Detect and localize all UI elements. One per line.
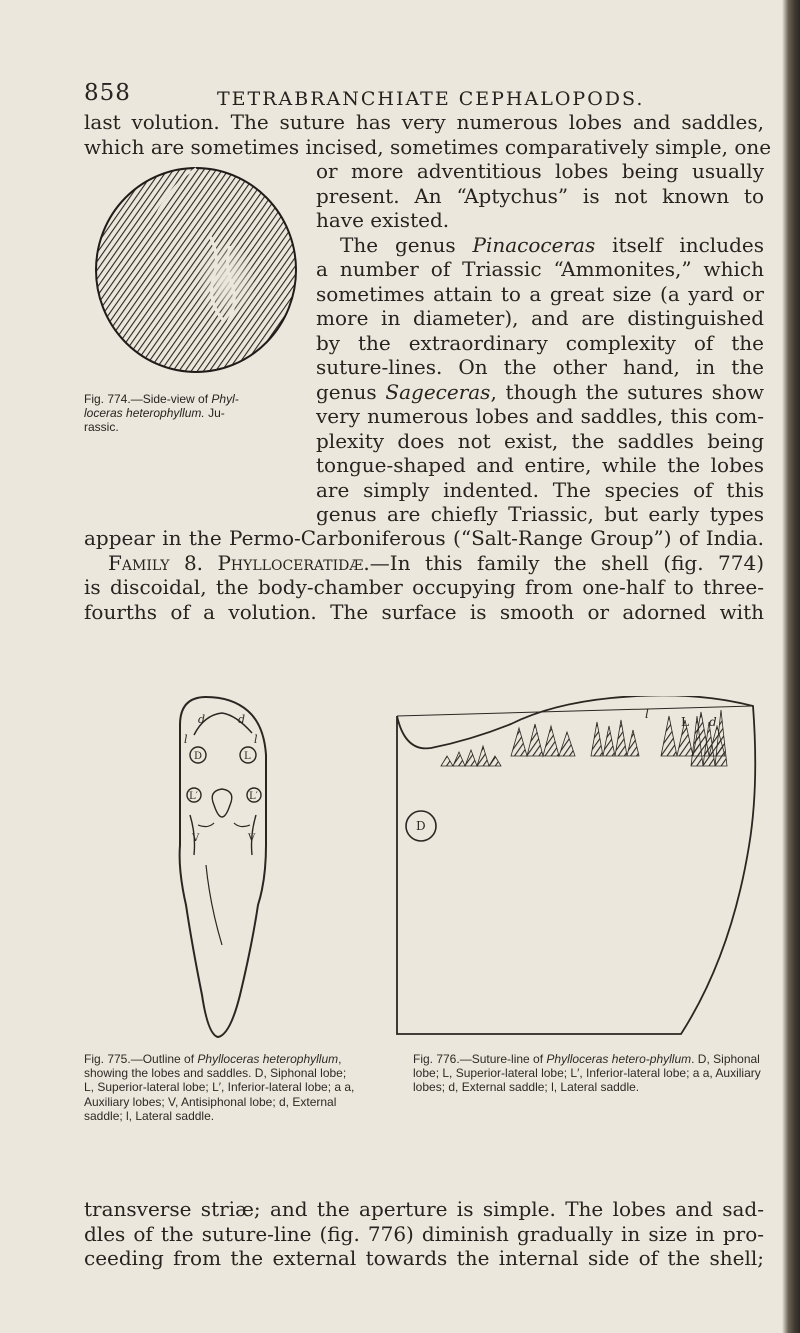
figure-774-caption: Fig. 774.—Side-view of Phyl- loceras heterophyllum. Ju- rassic.	[84, 392, 239, 434]
text-line: appear in the Permo-Carboniferous (“Salt-Range Group”) of India.	[84, 526, 764, 550]
running-title: TETRABRANCHIATE CEPHALOPODS.	[217, 88, 645, 110]
text-line: sometimes attain to a great size (a yard or	[316, 281, 764, 306]
text-line: have existed.	[316, 208, 450, 232]
fig775-label-L-prime: L′	[249, 791, 258, 802]
fig775-label-V: V	[248, 833, 256, 844]
text-line: The genus Pinacoceras itself includes	[340, 232, 764, 257]
text-line: present. An “Aptychus” is not known to	[316, 183, 764, 208]
fig775-label-V: V	[192, 833, 200, 844]
fig775-label-d: d	[238, 713, 246, 726]
fig775-label-L: L	[244, 751, 251, 762]
fig775-label-d: d	[198, 713, 206, 726]
intro-paragraph	[84, 110, 772, 159]
fig776-label-l: l	[645, 707, 649, 721]
text-line: by the extraordinary complexity of the	[316, 330, 764, 355]
text-line: which are sometimes incised, sometimes comparatively simple, one	[84, 134, 772, 159]
text-line: ceeding from the external towards the internal side of the shell;	[84, 1246, 764, 1270]
bottom-paragraph	[84, 1197, 764, 1271]
side-column-text	[316, 159, 764, 527]
text-line: very numerous lobes and saddles, this com-	[316, 404, 764, 428]
figure-775-caption: Fig. 775.—Outline of Phylloceras heterophyllum, showing the lobes and saddles. D, Siphonal lobe; L, Superior-lateral lobe; L′, Inferior-lateral lobe; a a, Auxiliary lobes; V, Antisiphonal lobe; d, External saddle; l, Lateral saddle.	[84, 1052, 355, 1123]
fig776-label-D: D	[416, 819, 426, 833]
figure-775-shell-outline	[168, 695, 278, 1040]
lower-paragraph	[84, 526, 764, 624]
fig776-label-L: L	[681, 715, 689, 729]
text-line: genus are chiefly Triassic, but early types	[316, 502, 764, 526]
text-line: are simply indented. The species of this	[316, 477, 764, 502]
family-heading-line: Family 8. Phylloceratidæ.—In this family the shell (fig. 774)	[108, 550, 764, 575]
text-line: more in diameter), and are distinguished	[316, 306, 764, 330]
figure-776-caption: Fig. 776.—Suture-line of Phylloceras hetero-phyllum. D, Siphonal lobe; L, Superior-lateral lobe; L′, Inferior-lateral lobe; a a, Auxiliary lobes; d, External saddle; l, Lateral saddle.	[413, 1052, 761, 1095]
fig775-label-l: l	[254, 733, 258, 746]
page-edge-shadow	[782, 0, 800, 1333]
fig775-label-L-prime: L′	[189, 791, 198, 802]
fig775-label-l: l	[184, 733, 188, 746]
figure-774-ammonite-side-view	[90, 166, 302, 376]
text-line: a number of Triassic “Ammonites,” which	[316, 257, 764, 281]
text-line: is discoidal, the body-chamber occupying from one-half to three-	[84, 575, 764, 599]
text-line: fourths of a volution. The surface is smooth or adorned with	[84, 599, 764, 624]
text-line: suture-lines. On the other hand, in the	[316, 355, 764, 379]
figure-776-suture-line	[391, 696, 766, 1041]
text-line: plexity does not exist, the saddles being	[316, 428, 764, 453]
fig776-label-d: d	[709, 715, 717, 729]
text-line: tongue-shaped and entire, while the lobes	[316, 453, 764, 477]
text-line: last volution. The suture has very numerous lobes and saddles,	[84, 110, 764, 134]
text-line: transverse striæ; and the aperture is simple. The lobes and sad-	[84, 1197, 764, 1221]
text-line: or more adventitious lobes being usually	[316, 159, 764, 183]
fig775-label-D: D	[194, 751, 203, 762]
text-line: genus Sageceras, though the sutures show	[316, 379, 764, 404]
page-number: 858	[84, 80, 131, 106]
text-line: dles of the suture-line (fig. 776) diminish gradually in size in pro-	[84, 1221, 764, 1246]
